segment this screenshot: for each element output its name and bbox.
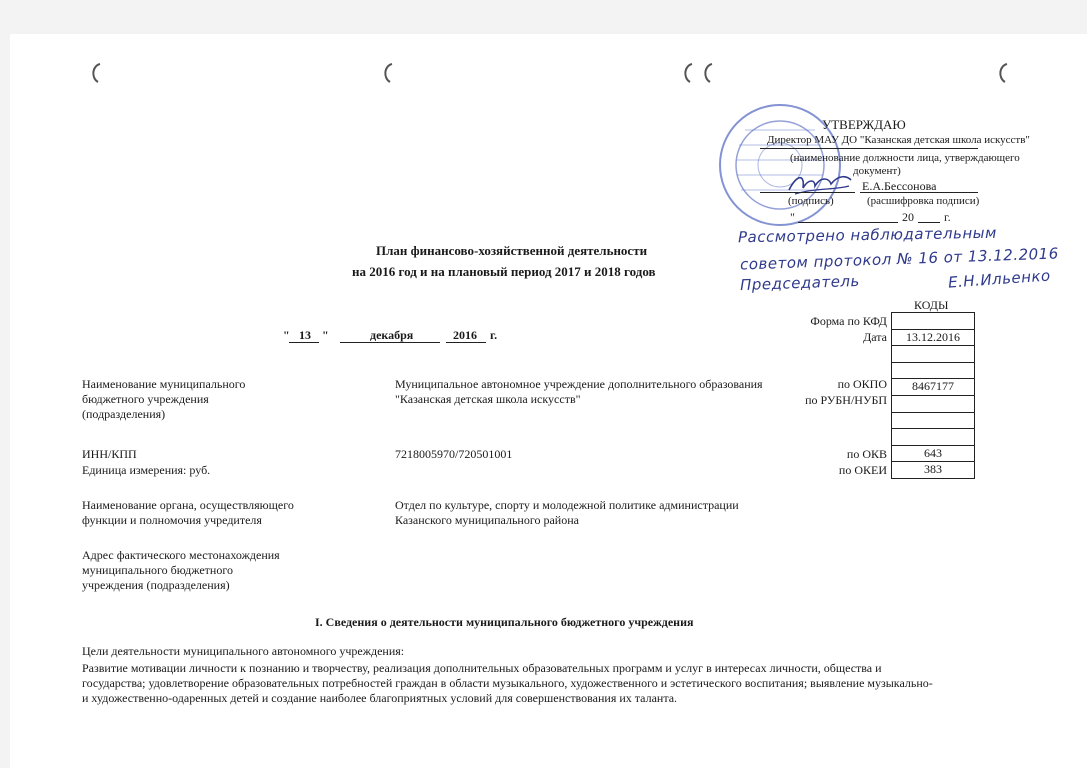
code-cell-kfd [891, 312, 975, 330]
approval-year-prefix: 20 [902, 210, 914, 224]
date-day: 13 [299, 328, 311, 342]
signatory-underline [860, 192, 978, 193]
signature-underline [760, 192, 855, 193]
code-cell-date: 13.12.2016 [891, 330, 975, 347]
binder-hole-icon [380, 62, 396, 84]
binder-hole-icon [700, 62, 716, 84]
inn-value: 7218005970/720501001 [395, 447, 513, 461]
approval-year-underline [918, 222, 940, 223]
position-underline [760, 148, 978, 149]
signature-icon [785, 170, 855, 198]
handwritten-resolution-line1: Рассмотрено наблюдательным [737, 223, 997, 247]
code-label-okv: по ОКВ [846, 447, 887, 461]
code-label-kfd: Форма по КФД [810, 314, 887, 328]
date-month: декабря [370, 328, 414, 342]
code-cell-rubn [891, 396, 975, 413]
handwritten-resolution-line3: Председатель [739, 271, 861, 295]
date-year-underline [446, 342, 486, 343]
document-title: План финансово-хозяйственной деятельности [376, 243, 648, 258]
founder-label: Наименование органа, осуществляющего функции и полномочия учредителя [82, 498, 294, 527]
document-subtitle: на 2016 год и на плановый период 2017 и 2018 годов [352, 264, 656, 279]
date-month-underline [340, 342, 440, 343]
goals-label: Цели деятельности муниципального автономного учреждения: [82, 644, 405, 658]
code-cell-okei: 383 [891, 462, 975, 479]
institution-label: Наименование муниципального бюджетного учреждения (подразделения) [82, 377, 246, 421]
code-label-rubn: по РУБН/НУБП [805, 393, 887, 407]
date-close-quote: " [322, 328, 329, 342]
code-cell-blank [891, 363, 975, 380]
codes-table [891, 312, 975, 479]
approval-date-quote: " [790, 210, 795, 224]
date-open-quote: " [283, 328, 290, 342]
codes-header: КОДЫ [914, 298, 949, 312]
signatory-name: Е.А.Бессонова [862, 179, 937, 193]
approval-date-underline [798, 222, 898, 223]
date-suffix: г. [490, 328, 498, 342]
code-cell-blank [891, 413, 975, 430]
handwritten-chair-name: Е.Н.Ильенко [947, 266, 1052, 292]
date-year: 2016 [453, 328, 477, 342]
code-cell-okpo: 8467177 [891, 379, 975, 396]
approval-title: УТВЕРЖДАЮ [822, 117, 906, 132]
inn-label: ИНН/КПП [82, 447, 137, 461]
goals-text: Развитие мотивации личности к познанию и творчеству, реализация дополнительных образовательных программ и услуг в интересах личности, общества и государства; удовлетворение образовательных потребностей граждан в области музыкального, художественного и эстетического воспитания; выявление музыкально- и художественно-одаренных детей и создание наиболее благоприятных условий для совершенствования их таланта. [82, 661, 933, 705]
address-label: Адрес фактического местонахождения муниципального бюджетного учреждения (подразделения) [82, 548, 280, 592]
handwritten-resolution-line2: советом протокол № 16 от 13.12.2016 [739, 244, 1060, 274]
code-label-okei: по ОКЕИ [838, 463, 887, 477]
binder-hole-icon [88, 62, 104, 84]
section-heading: I. Сведения о деятельности муниципального бюджетного учреждения [315, 615, 694, 629]
founder-value: Отдел по культуре, спорту и молодежной политике администрации Казанского муниципального района [395, 498, 739, 527]
code-cell-blank [891, 346, 975, 363]
date-day-underline [289, 342, 319, 343]
approval-year-suffix: г. [944, 210, 951, 224]
code-label-date: Дата [863, 330, 887, 344]
code-label-okpo: по ОКПО [837, 377, 887, 391]
signature-caption: (подпись) [788, 195, 834, 207]
decode-caption: (расшифровка подписи) [867, 195, 980, 207]
binder-hole-icon [995, 62, 1011, 84]
position-caption: (наименование должности лица, утверждающего [790, 152, 1020, 164]
position-caption-continued: документ) [853, 165, 901, 177]
unit-label: Единица измерения: руб. [82, 463, 211, 477]
approval-position: Директор МАУ ДО "Казанская детская школа искусств" [767, 134, 1030, 146]
code-cell-okv: 643 [891, 446, 975, 463]
code-cell-blank [891, 429, 975, 446]
institution-value: Муниципальное автономное учреждение дополнительного образования "Казанская детская школа искусств" [395, 377, 763, 406]
binder-hole-icon [680, 62, 696, 84]
